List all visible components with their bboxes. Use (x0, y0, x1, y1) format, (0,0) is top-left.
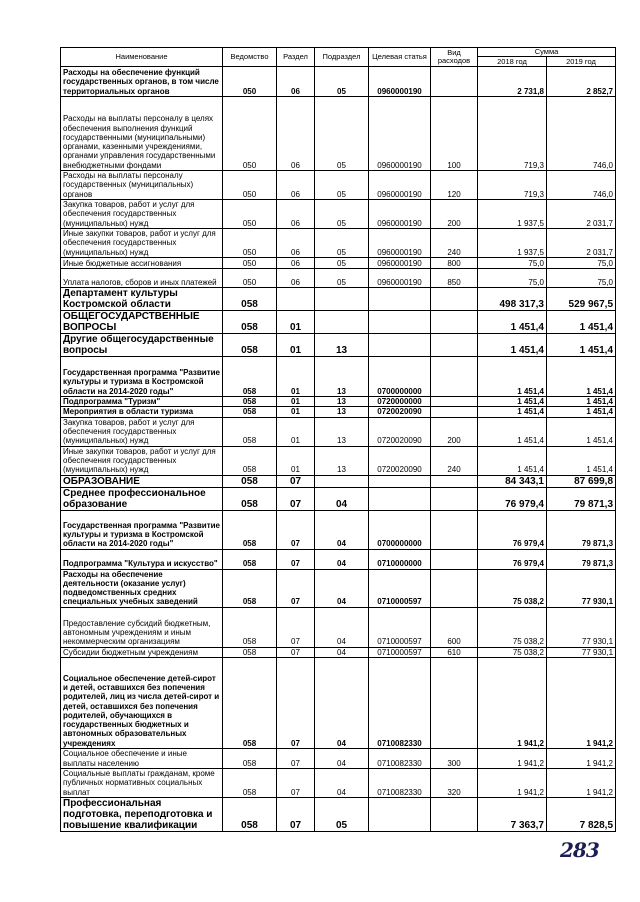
table-row (61, 288, 616, 311)
row-razdel: 01 (277, 334, 315, 357)
row-vid (431, 288, 478, 311)
table-row (61, 487, 616, 510)
row-name: Расходы на обеспечение функций государственных органов, в том числе территориальных органов (61, 67, 223, 97)
row-vid: 120 (431, 171, 478, 200)
row-target: 0710000597 (369, 647, 431, 657)
table-row (61, 229, 616, 258)
row-target: 0720020090 (369, 407, 431, 417)
row-name: Иные бюджетные ассигнования (61, 258, 223, 269)
row-sum-2019: 75,0 (547, 258, 616, 269)
row-vid (431, 549, 478, 569)
row-razdel: 06 (277, 171, 315, 200)
table-row (61, 269, 616, 288)
row-sum-2018: 84 343,1 (478, 475, 547, 487)
row-podrazdel (315, 475, 369, 487)
row-sum-2018: 1 451,4 (478, 417, 547, 446)
row-target: 0710000597 (369, 607, 431, 647)
row-sum-2018: 1 937,5 (478, 200, 547, 229)
row-sum-2019: 77 930,1 (547, 647, 616, 657)
table-row (61, 357, 616, 397)
row-vedomstvo: 050 (223, 97, 277, 171)
header-year-2018: 2018 год (478, 57, 547, 67)
row-vid (431, 658, 478, 749)
table-row (61, 569, 616, 607)
row-vid: 240 (431, 229, 478, 258)
row-podrazdel: 13 (315, 417, 369, 446)
row-sum-2018: 75 038,2 (478, 607, 547, 647)
row-sum-2018: 1 451,4 (478, 446, 547, 475)
row-razdel (277, 288, 315, 311)
row-sum-2019: 1 451,4 (547, 334, 616, 357)
row-vedomstvo: 050 (223, 200, 277, 229)
row-sum-2018: 1 451,4 (478, 311, 547, 334)
row-vedomstvo: 058 (223, 607, 277, 647)
row-name: Расходы на обеспечение деятельности (оказание услуг) подведомственных средних специальных учебных заведений (61, 569, 223, 607)
row-vedomstvo: 050 (223, 269, 277, 288)
table-row (61, 311, 616, 334)
row-podrazdel: 04 (315, 647, 369, 657)
row-target: 0710082330 (369, 658, 431, 749)
row-name: Государственная программа "Развитие культуры и туризма в Костромской области на 2014-2020 годы" (61, 357, 223, 397)
row-podrazdel: 04 (315, 487, 369, 510)
row-razdel: 06 (277, 258, 315, 269)
row-vedomstvo: 058 (223, 658, 277, 749)
row-sum-2019: 2 852,7 (547, 67, 616, 97)
row-vid: 850 (431, 269, 478, 288)
header-name: Наименование (61, 48, 223, 67)
row-razdel: 07 (277, 487, 315, 510)
budget-page (60, 47, 615, 832)
row-vedomstvo: 050 (223, 67, 277, 97)
row-sum-2019: 77 930,1 (547, 569, 616, 607)
row-sum-2018: 498 317,3 (478, 288, 547, 311)
row-vedomstvo: 058 (223, 749, 277, 769)
row-sum-2019: 2 031,7 (547, 200, 616, 229)
header-target: Целевая статья (369, 48, 431, 67)
row-target: 0700000000 (369, 510, 431, 549)
row-name: Государственная программа "Развитие культуры и туризма в Костромской области на 2014-2020 годы" (61, 510, 223, 549)
row-sum-2018: 1 937,5 (478, 229, 547, 258)
row-sum-2018: 1 451,4 (478, 407, 547, 417)
row-sum-2018: 1 941,2 (478, 749, 547, 769)
row-podrazdel: 05 (315, 67, 369, 97)
row-vedomstvo: 050 (223, 258, 277, 269)
row-podrazdel: 04 (315, 510, 369, 549)
row-razdel: 07 (277, 510, 315, 549)
row-name: Среднее профессиональное образование (61, 487, 223, 510)
row-name: Иные закупки товаров, работ и услуг для обеспечения государственных (муниципальных) нужд (61, 229, 223, 258)
row-sum-2018: 75 038,2 (478, 569, 547, 607)
row-name: Расходы на выплаты персоналу государственных (муниципальных) органов (61, 171, 223, 200)
row-sum-2018: 7 363,7 (478, 798, 547, 832)
row-sum-2019: 87 699,8 (547, 475, 616, 487)
row-sum-2019: 1 941,2 (547, 749, 616, 769)
row-razdel: 07 (277, 749, 315, 769)
table-row (61, 549, 616, 569)
row-target: 0720020090 (369, 417, 431, 446)
header-vedomstvo: Ведомство (223, 48, 277, 67)
row-podrazdel: 05 (315, 200, 369, 229)
row-vedomstvo: 058 (223, 769, 277, 798)
row-sum-2019: 79 871,3 (547, 487, 616, 510)
table-row (61, 475, 616, 487)
row-vid: 320 (431, 769, 478, 798)
row-vid: 240 (431, 446, 478, 475)
table-row (61, 67, 616, 97)
row-vid (431, 397, 478, 407)
row-podrazdel: 05 (315, 97, 369, 171)
row-razdel: 06 (277, 229, 315, 258)
row-vedomstvo: 058 (223, 417, 277, 446)
row-target: 0960000190 (369, 97, 431, 171)
row-sum-2019: 746,0 (547, 171, 616, 200)
row-razdel: 07 (277, 549, 315, 569)
row-podrazdel: 05 (315, 171, 369, 200)
row-vid (431, 569, 478, 607)
budget-table (60, 47, 616, 832)
row-name: Мероприятия в области туризма (61, 407, 223, 417)
row-podrazdel: 04 (315, 569, 369, 607)
row-razdel: 01 (277, 417, 315, 446)
row-sum-2019: 1 451,4 (547, 357, 616, 397)
row-sum-2018: 1 941,2 (478, 658, 547, 749)
row-vid (431, 357, 478, 397)
row-sum-2019: 1 451,4 (547, 397, 616, 407)
row-name: Субсидии бюджетным учреждениям (61, 647, 223, 657)
header-razdel: Раздел (277, 48, 315, 67)
row-vedomstvo: 058 (223, 397, 277, 407)
row-razdel: 01 (277, 407, 315, 417)
row-sum-2018: 75 038,2 (478, 647, 547, 657)
row-sum-2018: 1 451,4 (478, 334, 547, 357)
table-row (61, 417, 616, 446)
row-sum-2018: 719,3 (478, 171, 547, 200)
row-vid: 610 (431, 647, 478, 657)
row-vedomstvo: 058 (223, 288, 277, 311)
row-target (369, 487, 431, 510)
row-sum-2019: 75,0 (547, 269, 616, 288)
row-vedomstvo: 058 (223, 647, 277, 657)
row-target: 0700000000 (369, 357, 431, 397)
row-sum-2019: 2 031,7 (547, 229, 616, 258)
row-name: Другие общегосударственные вопросы (61, 334, 223, 357)
row-sum-2018: 75,0 (478, 258, 547, 269)
row-target: 0710082330 (369, 749, 431, 769)
row-sum-2019: 7 828,5 (547, 798, 616, 832)
table-row (61, 798, 616, 832)
row-razdel: 06 (277, 269, 315, 288)
row-sum-2018: 76 979,4 (478, 510, 547, 549)
row-target (369, 288, 431, 311)
header-summa: Сумма (478, 48, 616, 57)
row-target: 0960000190 (369, 67, 431, 97)
row-target: 0710000597 (369, 569, 431, 607)
row-vid: 300 (431, 749, 478, 769)
row-sum-2018: 75,0 (478, 269, 547, 288)
row-target: 0960000190 (369, 229, 431, 258)
row-podrazdel: 13 (315, 357, 369, 397)
row-vedomstvo: 058 (223, 549, 277, 569)
row-name: Предоставление субсидий бюджетным, автономным учреждениям и иным некоммерческим организациям (61, 607, 223, 647)
row-podrazdel: 13 (315, 446, 369, 475)
row-vedomstvo: 058 (223, 487, 277, 510)
row-podrazdel: 04 (315, 607, 369, 647)
row-name: Подпрограмма "Культура и искусство" (61, 549, 223, 569)
row-podrazdel: 04 (315, 749, 369, 769)
row-target: 0720000000 (369, 397, 431, 407)
row-vedomstvo: 050 (223, 171, 277, 200)
row-razdel: 07 (277, 647, 315, 657)
table-row (61, 171, 616, 200)
table-row (61, 446, 616, 475)
row-target: 0710000000 (369, 549, 431, 569)
row-target: 0960000190 (369, 200, 431, 229)
table-row (61, 510, 616, 549)
row-vid: 200 (431, 417, 478, 446)
row-sum-2018: 76 979,4 (478, 487, 547, 510)
row-podrazdel: 05 (315, 258, 369, 269)
row-vedomstvo: 050 (223, 229, 277, 258)
row-vedomstvo: 058 (223, 798, 277, 832)
row-vedomstvo: 058 (223, 311, 277, 334)
row-name: ОБРАЗОВАНИЕ (61, 475, 223, 487)
row-razdel: 07 (277, 607, 315, 647)
row-vedomstvo: 058 (223, 357, 277, 397)
row-name: Иные закупки товаров, работ и услуг для обеспечения государственных (муниципальных) нужд (61, 446, 223, 475)
row-sum-2018: 76 979,4 (478, 549, 547, 569)
row-podrazdel: 04 (315, 549, 369, 569)
row-sum-2019: 1 451,4 (547, 311, 616, 334)
row-target: 0960000190 (369, 258, 431, 269)
row-name: Департамент культуры Костромской области (61, 288, 223, 311)
row-vedomstvo: 058 (223, 334, 277, 357)
row-target: 0720020090 (369, 446, 431, 475)
row-sum-2019: 79 871,3 (547, 549, 616, 569)
row-podrazdel: 05 (315, 798, 369, 832)
row-sum-2019: 77 930,1 (547, 607, 616, 647)
row-sum-2019: 529 967,5 (547, 288, 616, 311)
row-name: Расходы на выплаты персоналу в целях обеспечения выполнения функций государственными (муниципальными) органами, казенными учреждениями, органами управления государственными внебюджетными фондами (61, 97, 223, 171)
row-razdel: 07 (277, 475, 315, 487)
row-target: 0960000190 (369, 171, 431, 200)
handwritten-page-number: 283 (560, 838, 599, 862)
row-podrazdel: 04 (315, 658, 369, 749)
row-vid (431, 67, 478, 97)
row-name: Социальные выплаты гражданам, кроме публичных нормативных социальных выплат (61, 769, 223, 798)
row-sum-2019: 79 871,3 (547, 510, 616, 549)
row-vedomstvo: 058 (223, 446, 277, 475)
row-vid: 600 (431, 607, 478, 647)
row-podrazdel: 13 (315, 397, 369, 407)
row-razdel: 01 (277, 311, 315, 334)
row-vedomstvo: 058 (223, 510, 277, 549)
table-row (61, 658, 616, 749)
row-sum-2019: 1 451,4 (547, 446, 616, 475)
row-name: Закупка товаров, работ и услуг для обеспечения государственных (муниципальных) нужд (61, 200, 223, 229)
row-name: ОБЩЕГОСУДАРСТВЕННЫЕ ВОПРОСЫ (61, 311, 223, 334)
row-vid: 100 (431, 97, 478, 171)
row-sum-2018: 719,3 (478, 97, 547, 171)
row-vid (431, 475, 478, 487)
row-vid (431, 510, 478, 549)
row-vid (431, 487, 478, 510)
row-vid (431, 334, 478, 357)
row-sum-2019: 1 451,4 (547, 417, 616, 446)
row-name: Закупка товаров, работ и услуг для обеспечения государственных (муниципальных) нужд (61, 417, 223, 446)
table-row (61, 397, 616, 407)
row-sum-2019: 746,0 (547, 97, 616, 171)
table-row (61, 258, 616, 269)
table-row (61, 334, 616, 357)
row-vid: 200 (431, 200, 478, 229)
row-podrazdel (315, 311, 369, 334)
row-podrazdel: 13 (315, 334, 369, 357)
row-sum-2019: 1 941,2 (547, 658, 616, 749)
table-row (61, 647, 616, 657)
table-header (61, 48, 616, 67)
table-row (61, 607, 616, 647)
row-podrazdel: 05 (315, 269, 369, 288)
row-razdel: 01 (277, 446, 315, 475)
row-sum-2018: 2 731,8 (478, 67, 547, 97)
row-vid (431, 311, 478, 334)
row-razdel: 07 (277, 658, 315, 749)
table-row (61, 97, 616, 171)
row-vedomstvo: 058 (223, 407, 277, 417)
row-sum-2018: 1 451,4 (478, 357, 547, 397)
row-target: 0710082330 (369, 769, 431, 798)
row-vid (431, 798, 478, 832)
row-podrazdel: 13 (315, 407, 369, 417)
row-name: Социальное обеспечение детей-сирот и детей, оставшихся без попечения родителей, лиц из числа детей-сирот и детей, оставшихся без попечения родителей, обучающихся в государственных бюджетных и автономных образовательных учреждениях (61, 658, 223, 749)
row-podrazdel (315, 288, 369, 311)
row-razdel: 06 (277, 200, 315, 229)
row-name: Социальное обеспечение и иные выплаты населению (61, 749, 223, 769)
row-razdel: 07 (277, 569, 315, 607)
table-row (61, 200, 616, 229)
row-vedomstvo: 058 (223, 475, 277, 487)
row-vedomstvo: 058 (223, 569, 277, 607)
row-name: Подпрограмма "Туризм" (61, 397, 223, 407)
row-razdel: 07 (277, 769, 315, 798)
header-podrazdel: Подраздел (315, 48, 369, 67)
row-sum-2018: 1 451,4 (478, 397, 547, 407)
table-body (61, 67, 616, 832)
row-podrazdel: 04 (315, 769, 369, 798)
row-podrazdel: 05 (315, 229, 369, 258)
table-row (61, 769, 616, 798)
row-razdel: 07 (277, 798, 315, 832)
row-target (369, 475, 431, 487)
row-target (369, 311, 431, 334)
row-name: Профессиональная подготовка, переподготовка и повышение квалификации (61, 798, 223, 832)
header-vid: Вид расходов (431, 48, 478, 67)
row-target (369, 798, 431, 832)
row-vid (431, 407, 478, 417)
row-sum-2019: 1 941,2 (547, 769, 616, 798)
table-row (61, 407, 616, 417)
row-razdel: 01 (277, 357, 315, 397)
header-year-2019: 2019 год (547, 57, 616, 67)
table-row (61, 749, 616, 769)
row-razdel: 01 (277, 397, 315, 407)
row-razdel: 06 (277, 97, 315, 171)
row-sum-2018: 1 941,2 (478, 769, 547, 798)
row-sum-2019: 1 451,4 (547, 407, 616, 417)
row-target (369, 334, 431, 357)
row-name: Уплата налогов, сборов и иных платежей (61, 269, 223, 288)
row-razdel: 06 (277, 67, 315, 97)
row-target: 0960000190 (369, 269, 431, 288)
row-vid: 800 (431, 258, 478, 269)
